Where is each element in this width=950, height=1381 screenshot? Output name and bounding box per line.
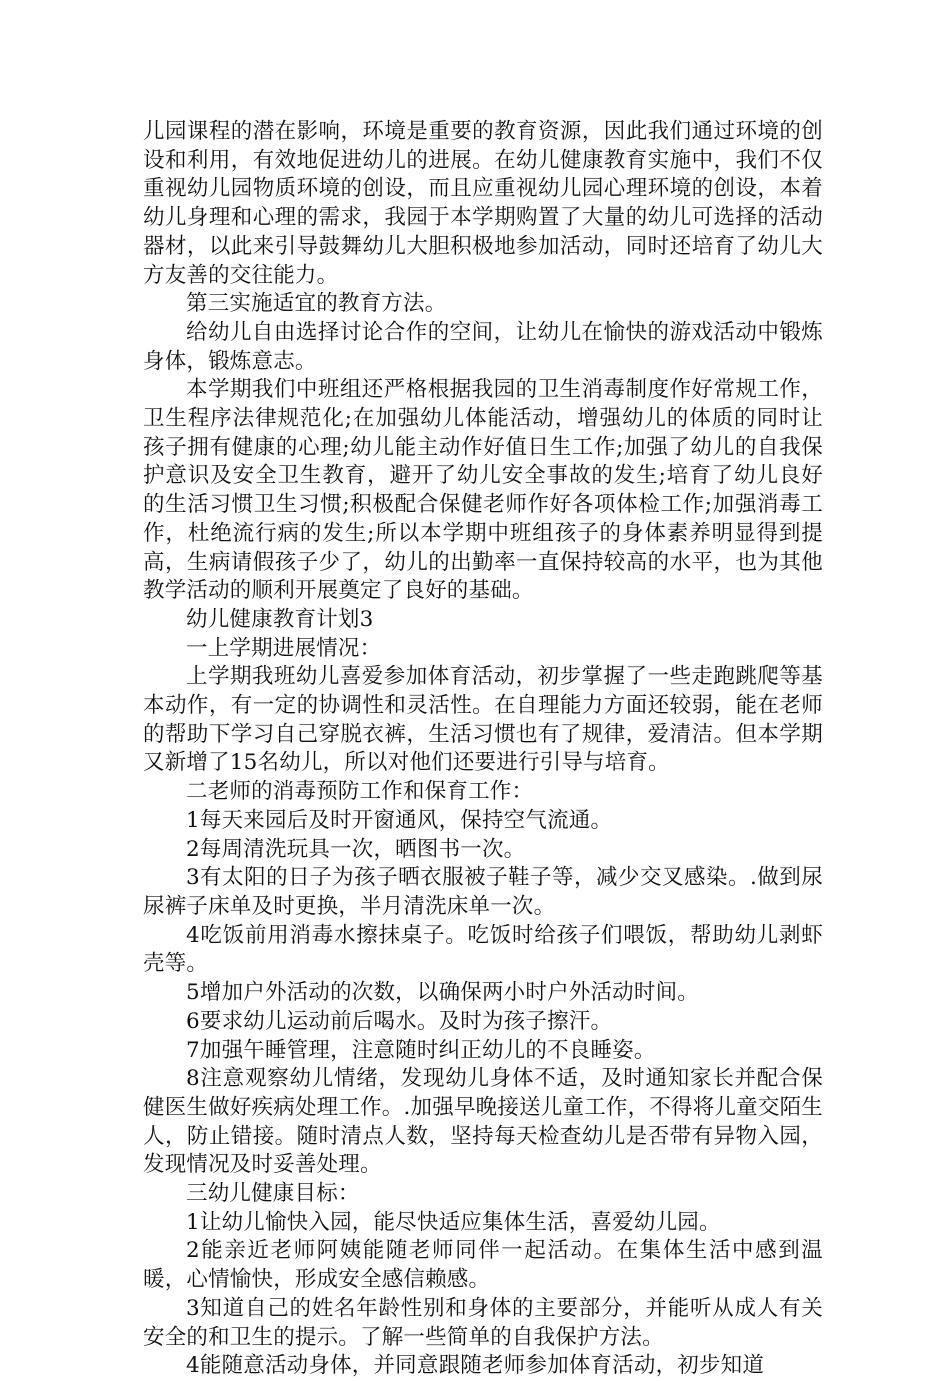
paragraph-environment: 儿园课程的潜在影响，环境是重要的教育资源，因此我们通过环境的创设和利用，有效地促进幼儿的进展。在幼儿健康教育实施中，我们不仅重视幼儿园物质环境的创设，而且应重视幼儿园心理环境的创设，本着幼儿身理和心理的需求，我园于本学期购置了大量的幼儿可选择的活动器材，以此来引导鼓舞幼儿大胆积极地参加活动，同时还培育了幼儿大方友善的交往能力。 bbox=[143, 119, 823, 288]
list-item-1: 1每天来园后及时开窗通风，保持空气流通。 bbox=[186, 807, 613, 833]
goal-item-2: 2能亲近老师阿姨能随老师同伴一起活动。在集体生活中感到温暖，心情愉快，形成安全感信赖感。 bbox=[143, 1238, 823, 1293]
list-item-5: 5增加户外活动的次数，以确保两小时户外活动时间。 bbox=[186, 980, 699, 1006]
list-item-6: 6要求幼儿运动前后喝水。及时为孩子擦汗。 bbox=[186, 1008, 613, 1034]
paragraph-section-one: 一上学期进展情况： bbox=[186, 635, 382, 661]
list-item-2: 2每周清洗玩具一次，晒图书一次。 bbox=[186, 836, 526, 862]
paragraph-section-three: 三幼儿健康目标： bbox=[186, 1181, 360, 1207]
list-item-7: 7加强午睡管理，注意随时纠正幼儿的不良睡姿。 bbox=[186, 1037, 656, 1063]
document-page bbox=[143, 118, 823, 1381]
list-item-3: 3有太阳的日子为孩子晒衣服被子鞋子等，减少交叉感染。.做到尿尿裤子床单及时更换，半月清洗床单一次。 bbox=[143, 865, 823, 919]
paragraph-hygiene-summary: 本学期我们中班组还严格根据我园的卫生消毒制度作好常规工作，卫生程序法律规范化;在加强幼儿体能活动，增强幼儿的体质的同时让孩子拥有健康的心理;幼儿能主动作好值日生工作;加强了幼儿的自我保护意识及安全卫生教育，避开了幼儿安全事故的发生;培育了幼儿良好的生活习惯卫生习惯;积极配合保健老师作好各项体检工作;加强消毒工作，杜绝流行病的发生;所以本学期中班组孩子的身体素养明显得到提高，生病请假孩子少了，幼儿的出勤率一直保持较高的水平，也为其他教学活动的顺利开展奠定了良好的基础。 bbox=[143, 377, 823, 604]
paragraph-last-term: 上学期我班幼儿喜爱参加体育活动，初步掌握了一些走跑跳爬等基本动作，有一定的协调性和灵活性。在自理能力方面还较弱，能在老师的帮助下学习自己穿脱衣裤，生活习惯也有了规律，爱清洁。但本学期又新增了15名幼儿，所以对他们还要进行引导与培育。 bbox=[143, 664, 823, 776]
list-item-8: 8注意观察幼儿情绪，发现幼儿身体不适，及时通知家长并配合保健医生做好疾病处理工作。.加强早晚接送儿童工作，不得将儿童交陌生人，防止错接。随时清点人数，坚持每天检查幼儿是否带有异物入园，发现情况及时妥善处理。 bbox=[143, 1066, 823, 1178]
paragraph-heading-methods: 第三实施适宜的教育方法。 bbox=[186, 291, 447, 317]
list-item-4: 4吃饭前用消毒水擦抹桌子。吃饭时给孩子们喂饭，帮助幼儿剥虾壳等。 bbox=[143, 922, 823, 977]
paragraph-plan-title: 幼儿健康教育计划3 bbox=[186, 606, 374, 632]
goal-item-4: 4能随意活动身体，并同意跟随老师参加体育活动，初步知道 bbox=[186, 1353, 765, 1379]
paragraph-free-choice: 给幼儿自由选择讨论合作的空间，让幼儿在愉快的游戏活动中锻炼身体，锻炼意志。 bbox=[143, 319, 823, 374]
goal-item-1: 1让幼儿愉快入园，能尽快适应集体生活，喜爱幼儿园。 bbox=[186, 1209, 721, 1235]
goal-item-3: 3知道自己的姓名年龄性别和身体的主要部分，并能听从成人有关安全的和卫生的提示。了解一些简单的自我保护方法。 bbox=[143, 1295, 823, 1350]
paragraph-section-two: 二老师的消毒预防工作和保育工作： bbox=[186, 779, 534, 805]
